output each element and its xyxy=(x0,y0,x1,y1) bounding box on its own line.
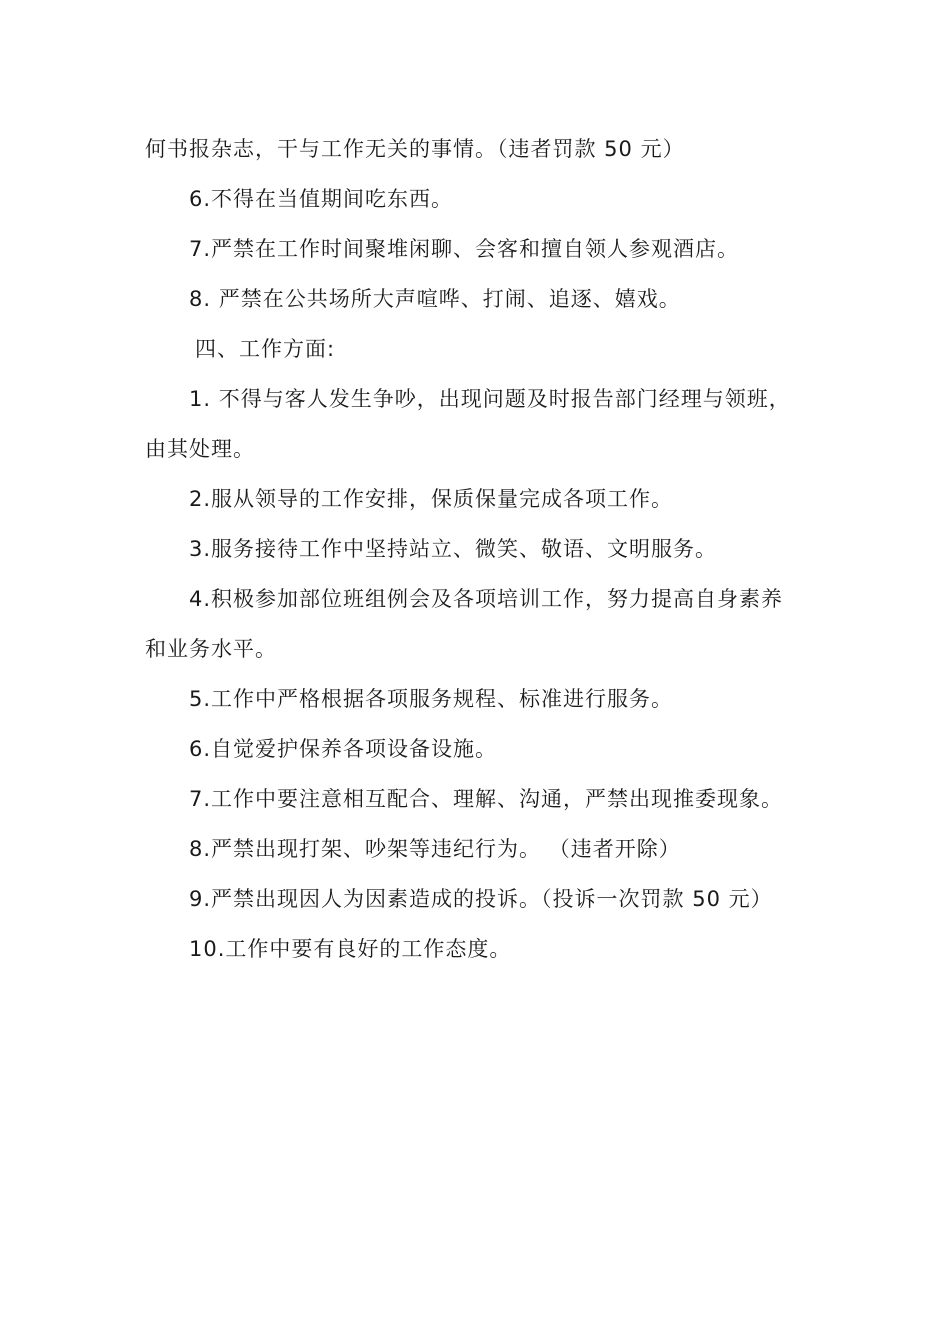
work-rule-8: 8.严禁出现打架、吵架等违纪行为。 （违者开除） xyxy=(189,837,681,861)
work-rule-7: 7.工作中要注意相互配合、理解、沟通，严禁出现推委现象。 xyxy=(189,787,784,811)
work-rule-2: 2.服从领导的工作安排，保质保量完成各项工作。 xyxy=(189,487,674,511)
rule-8-noise: 8. 严禁在公共场所大声喧哗、打闹、追逐、嬉戏。 xyxy=(189,287,681,311)
rule-7-chatting: 7.严禁在工作时间聚堆闲聊、会客和擅自领人参观酒店。 xyxy=(189,237,740,261)
work-rule-4-line-2: 和业务水平。 xyxy=(145,637,277,661)
work-rule-10: 10.工作中要有良好的工作态度。 xyxy=(189,937,512,961)
work-rule-5: 5.工作中严格根据各项服务规程、标准进行服务。 xyxy=(189,687,674,711)
work-rule-6: 6.自觉爱护保养各项设备设施。 xyxy=(189,737,498,761)
work-rule-1-line-1: 1. 不得与客人发生争吵，出现问题及时报告部门经理与领班， xyxy=(189,387,791,411)
continued-paragraph-line: 何书报杂志，干与工作无关的事情。（违者罚款 50 元） xyxy=(145,137,685,161)
work-rule-9: 9.严禁出现因人为因素造成的投诉。（投诉一次罚款 50 元） xyxy=(189,887,773,911)
section-heading-work: 四、工作方面: xyxy=(195,337,336,361)
work-rule-4-line-1: 4.积极参加部位班组例会及各项培训工作，努力提高自身素养 xyxy=(189,587,784,611)
work-rule-1-line-2: 由其处理。 xyxy=(145,437,255,461)
work-rule-3: 3.服务接待工作中坚持站立、微笑、敬语、文明服务。 xyxy=(189,537,718,561)
rule-6-eating: 6.不得在当值期间吃东西。 xyxy=(189,187,454,211)
